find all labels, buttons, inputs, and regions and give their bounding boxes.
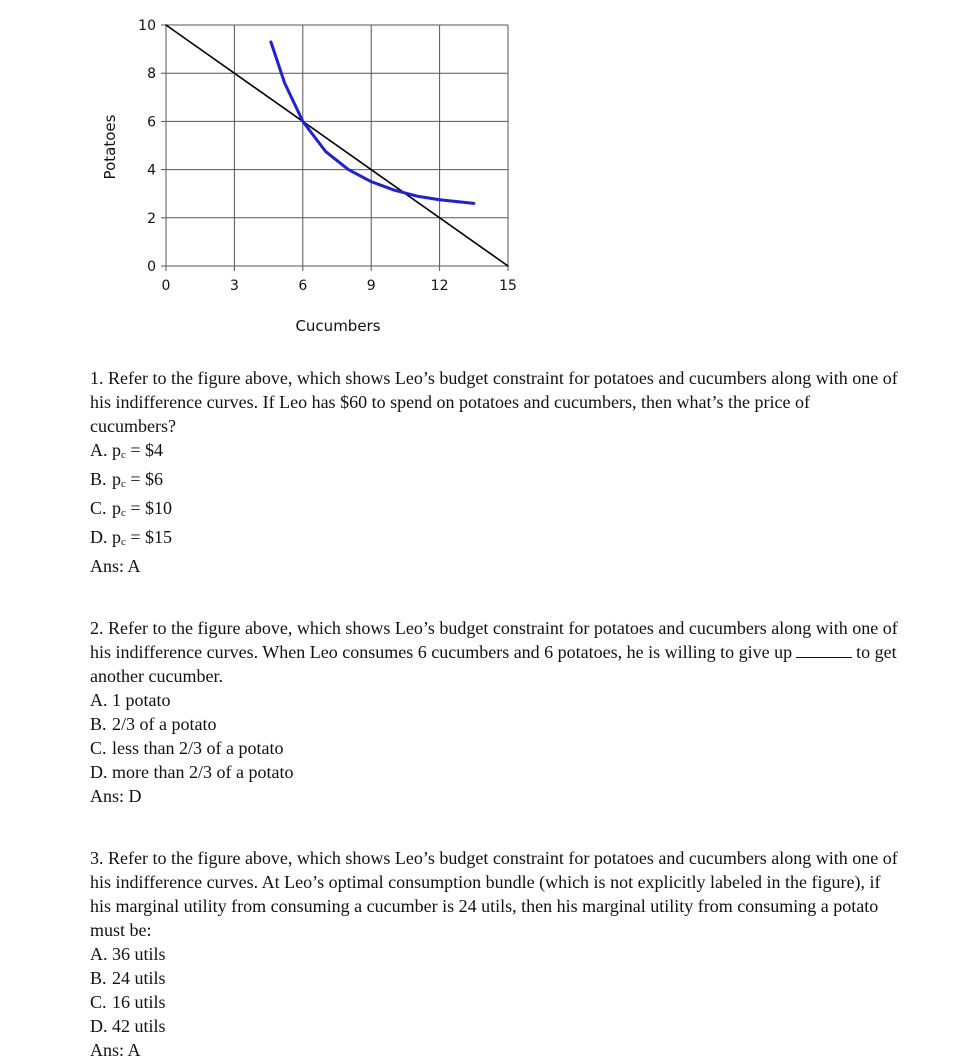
option-c: C. pc = $10 bbox=[90, 498, 173, 519]
answer: Ans: A bbox=[90, 556, 141, 576]
question-text: 2. Refer to the figure above, which shows Leo’s budget constraint for potatoes and cucumbers along with one of his indifference curves. When Leo consumes 6 cucumbers and 6 potatoes, he is willing to give up to get another cucumber. bbox=[90, 618, 898, 686]
x-tick-label: 0 bbox=[161, 278, 171, 294]
option-c: C. less than 2/3 of a potato bbox=[90, 738, 284, 758]
answer-blank bbox=[796, 641, 852, 658]
y-tick-label: 4 bbox=[147, 162, 156, 179]
question-3 bbox=[90, 846, 900, 1062]
indifference-curve bbox=[271, 42, 474, 203]
x-axis-title: Cucumbers bbox=[295, 317, 381, 335]
y-tick-label: 0 bbox=[147, 259, 156, 275]
x-tick-label: 9 bbox=[366, 278, 376, 294]
y-axis-title: Potatoes bbox=[101, 114, 119, 180]
option-b: B. pc = $6 bbox=[90, 469, 164, 490]
budget-indifference-chart bbox=[0, 0, 968, 350]
y-tick-label: 10 bbox=[138, 18, 156, 34]
chart-series bbox=[166, 25, 508, 266]
option-a: A. 1 potato bbox=[90, 690, 171, 710]
chart-grid bbox=[161, 25, 508, 271]
y-tick-label: 2 bbox=[147, 210, 156, 227]
answer: Ans: D bbox=[90, 786, 142, 806]
question-text: 1. Refer to the figure above, which shows Leo’s budget constraint for potatoes and cucumbers along with one of his indifference curves. If Leo has $60 to spend on potatoes and cucumbers, then what’s the price of cucumbers? bbox=[90, 368, 898, 436]
option-d: D. more than 2/3 of a potato bbox=[90, 762, 294, 782]
x-tick-label: 15 bbox=[499, 278, 517, 294]
option-b: B. 24 utils bbox=[90, 968, 166, 988]
y-tick-label: 8 bbox=[147, 66, 156, 83]
option-d: D. pc = $15 bbox=[90, 527, 173, 548]
answer: Ans: A bbox=[90, 1040, 141, 1060]
x-tick-label: 3 bbox=[229, 278, 239, 294]
budget-constraint-line bbox=[166, 25, 508, 266]
question-list bbox=[90, 366, 900, 1062]
chart-ticks bbox=[138, 18, 517, 294]
option-a: A. 36 utils bbox=[90, 944, 166, 964]
y-tick-label: 6 bbox=[147, 114, 156, 131]
x-tick-label: 12 bbox=[430, 278, 449, 294]
option-d: D. 42 utils bbox=[90, 1016, 166, 1036]
question-text: 3. Refer to the figure above, which shows Leo’s budget constraint for potatoes and cucumbers along with one of his indifference curves. At Leo’s optimal consumption bundle (which is not explicitly labeled in the figure), if his marginal utility from consuming a cucumber is 24 utils, then his marginal utility from consuming a potato must be: bbox=[90, 848, 898, 940]
question-2 bbox=[90, 616, 900, 808]
x-tick-label: 6 bbox=[298, 278, 308, 294]
question-1 bbox=[90, 366, 900, 578]
option-a: A. pc = $4 bbox=[90, 440, 164, 461]
option-b: B. 2/3 of a potato bbox=[90, 714, 217, 734]
option-c: C. 16 utils bbox=[90, 992, 166, 1012]
